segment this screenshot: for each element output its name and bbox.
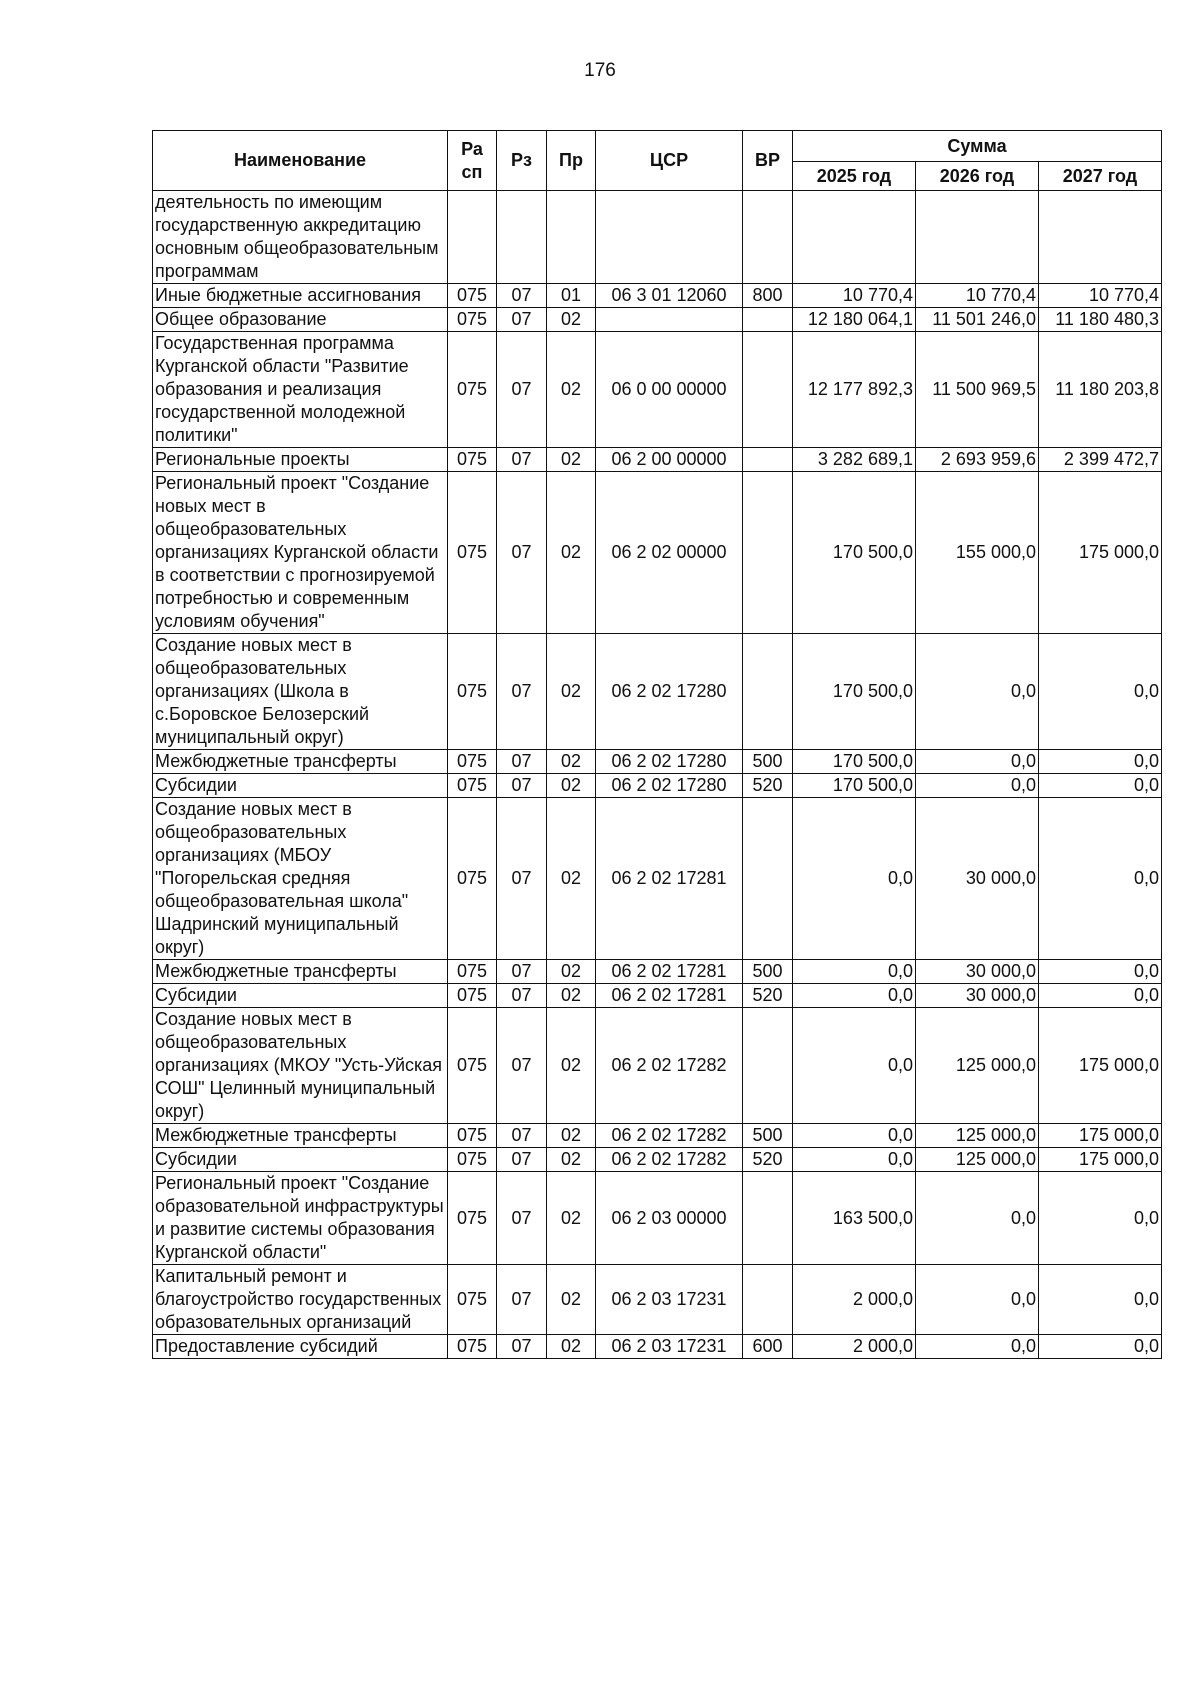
row-name: Региональные проекты (153, 448, 448, 472)
row-sum-2025: 0,0 (793, 798, 916, 960)
row-rz: 07 (497, 1335, 547, 1359)
row-rz (497, 191, 547, 284)
row-name: Субсидии (153, 774, 448, 798)
row-sum-2025: 10 770,4 (793, 284, 916, 308)
row-rz: 07 (497, 308, 547, 332)
table-row (153, 1265, 1162, 1335)
row-sum-2027: 0,0 (1039, 1335, 1162, 1359)
row-name: Субсидии (153, 984, 448, 1008)
row-sum-2027: 0,0 (1039, 634, 1162, 750)
row-pr: 02 (547, 1265, 596, 1335)
row-sum-2025: 2 000,0 (793, 1265, 916, 1335)
row-sum-2026: 0,0 (916, 1265, 1039, 1335)
row-pr: 02 (547, 634, 596, 750)
row-csr: 06 3 01 12060 (596, 284, 743, 308)
row-sum-2026: 0,0 (916, 774, 1039, 798)
header-summa: Сумма (793, 131, 1162, 162)
table-row (153, 798, 1162, 960)
row-rasp: 075 (448, 472, 497, 634)
row-rasp: 075 (448, 1335, 497, 1359)
row-vr (743, 1265, 793, 1335)
row-name: Региональный проект "Создание образовательной инфраструктуры и развитие системы образования Курганской области" (153, 1172, 448, 1265)
row-rasp: 075 (448, 798, 497, 960)
row-rz: 07 (497, 774, 547, 798)
row-sum-2026: 0,0 (916, 634, 1039, 750)
row-vr: 600 (743, 1335, 793, 1359)
row-sum-2025: 0,0 (793, 984, 916, 1008)
row-sum-2025: 0,0 (793, 1008, 916, 1124)
row-sum-2026: 30 000,0 (916, 984, 1039, 1008)
table-row (153, 1124, 1162, 1148)
row-rz: 07 (497, 798, 547, 960)
row-sum-2026: 30 000,0 (916, 960, 1039, 984)
row-vr (743, 308, 793, 332)
row-name: деятельность по имеющим государственную аккредитацию основным общеобразовательным программам (153, 191, 448, 284)
table-row (153, 1008, 1162, 1124)
row-sum-2026: 11 501 246,0 (916, 308, 1039, 332)
row-name: Государственная программа Курганской области "Развитие образования и реализация государственной молодежной политики" (153, 332, 448, 448)
row-vr: 520 (743, 984, 793, 1008)
row-vr (743, 1172, 793, 1265)
row-pr: 02 (547, 1335, 596, 1359)
table-row (153, 191, 1162, 284)
row-sum-2026: 30 000,0 (916, 798, 1039, 960)
row-vr: 500 (743, 1124, 793, 1148)
table-row (153, 960, 1162, 984)
row-rasp: 075 (448, 750, 497, 774)
row-csr: 06 0 00 00000 (596, 332, 743, 448)
row-rz: 07 (497, 1172, 547, 1265)
row-sum-2025: 0,0 (793, 960, 916, 984)
header-rasp-line1: Ра (461, 138, 483, 159)
row-sum-2027: 11 180 480,3 (1039, 308, 1162, 332)
row-vr: 500 (743, 750, 793, 774)
row-rz: 07 (497, 634, 547, 750)
table-body (153, 191, 1162, 1359)
row-csr: 06 2 00 00000 (596, 448, 743, 472)
table-row (153, 1148, 1162, 1172)
row-sum-2027: 0,0 (1039, 798, 1162, 960)
table-row (153, 332, 1162, 448)
row-sum-2026: 0,0 (916, 750, 1039, 774)
row-vr (743, 332, 793, 448)
row-rz: 07 (497, 1265, 547, 1335)
row-rz: 07 (497, 984, 547, 1008)
row-sum-2026: 10 770,4 (916, 284, 1039, 308)
header-vr: ВР (743, 131, 793, 191)
row-csr: 06 2 02 17282 (596, 1148, 743, 1172)
row-name: Межбюджетные трансферты (153, 750, 448, 774)
header-rasp-line2: сп (461, 161, 483, 182)
row-sum-2027: 2 399 472,7 (1039, 448, 1162, 472)
row-pr: 02 (547, 472, 596, 634)
row-name: Межбюджетные трансферты (153, 960, 448, 984)
row-name: Иные бюджетные ассигнования (153, 284, 448, 308)
row-sum-2027: 175 000,0 (1039, 472, 1162, 634)
row-name: Создание новых мест в общеобразовательных организациях (МКОУ "Усть-Уйская СОШ" Целинный муниципальный округ) (153, 1008, 448, 1124)
row-rasp: 075 (448, 308, 497, 332)
table-row (153, 750, 1162, 774)
row-sum-2025: 163 500,0 (793, 1172, 916, 1265)
row-rasp: 075 (448, 774, 497, 798)
row-pr (547, 191, 596, 284)
row-vr (743, 472, 793, 634)
row-csr: 06 2 03 00000 (596, 1172, 743, 1265)
row-rasp: 075 (448, 984, 497, 1008)
row-sum-2027: 0,0 (1039, 750, 1162, 774)
row-pr: 02 (547, 798, 596, 960)
row-sum-2025 (793, 191, 916, 284)
row-rasp: 075 (448, 448, 497, 472)
row-name: Капитальный ремонт и благоустройство государственных образовательных организаций (153, 1265, 448, 1335)
row-csr: 06 2 03 17231 (596, 1265, 743, 1335)
row-rasp: 075 (448, 284, 497, 308)
row-vr: 520 (743, 774, 793, 798)
row-sum-2025: 0,0 (793, 1148, 916, 1172)
row-sum-2027 (1039, 191, 1162, 284)
header-csr: ЦСР (596, 131, 743, 191)
row-csr: 06 2 02 17282 (596, 1124, 743, 1148)
table-header (153, 131, 1162, 191)
row-vr: 800 (743, 284, 793, 308)
row-vr: 500 (743, 960, 793, 984)
header-pr: Пр (547, 131, 596, 191)
header-rasp (448, 131, 497, 191)
header-2025: 2025 год (793, 162, 916, 191)
row-sum-2025: 170 500,0 (793, 634, 916, 750)
row-csr: 06 2 02 17282 (596, 1008, 743, 1124)
table-row (153, 308, 1162, 332)
row-sum-2026: 11 500 969,5 (916, 332, 1039, 448)
row-sum-2025: 170 500,0 (793, 774, 916, 798)
row-csr: 06 2 02 17281 (596, 960, 743, 984)
row-sum-2027: 0,0 (1039, 1265, 1162, 1335)
row-name: Межбюджетные трансферты (153, 1124, 448, 1148)
row-name: Общее образование (153, 308, 448, 332)
table-row (153, 1335, 1162, 1359)
row-vr (743, 798, 793, 960)
header-2027: 2027 год (1039, 162, 1162, 191)
row-sum-2026: 125 000,0 (916, 1124, 1039, 1148)
row-pr: 02 (547, 1148, 596, 1172)
row-sum-2025: 12 180 064,1 (793, 308, 916, 332)
row-sum-2027: 0,0 (1039, 774, 1162, 798)
row-name: Создание новых мест в общеобразовательных организациях (МБОУ "Погорельская средняя общеобразовательная школа" Шадринский муниципальный округ) (153, 798, 448, 960)
row-pr: 01 (547, 284, 596, 308)
row-sum-2026: 0,0 (916, 1172, 1039, 1265)
row-pr: 02 (547, 984, 596, 1008)
header-2026: 2026 год (916, 162, 1039, 191)
row-rasp: 075 (448, 1008, 497, 1124)
row-rasp: 075 (448, 1124, 497, 1148)
table-row (153, 472, 1162, 634)
row-sum-2025: 12 177 892,3 (793, 332, 916, 448)
row-pr: 02 (547, 1172, 596, 1265)
row-sum-2025: 170 500,0 (793, 472, 916, 634)
table-row (153, 984, 1162, 1008)
header-name: Наименование (153, 131, 448, 191)
row-rz: 07 (497, 284, 547, 308)
row-name: Создание новых мест в общеобразовательных организациях (Школа в с.Боровское Белозерский муниципальный округ) (153, 634, 448, 750)
row-rasp: 075 (448, 1265, 497, 1335)
row-rasp: 075 (448, 1172, 497, 1265)
row-rz: 07 (497, 472, 547, 634)
row-csr (596, 191, 743, 284)
row-csr: 06 2 02 17280 (596, 634, 743, 750)
row-sum-2025: 170 500,0 (793, 750, 916, 774)
budget-table (152, 130, 1162, 1359)
row-rz: 07 (497, 960, 547, 984)
row-rasp: 075 (448, 960, 497, 984)
row-pr: 02 (547, 1124, 596, 1148)
row-sum-2026: 0,0 (916, 1335, 1039, 1359)
row-sum-2026: 125 000,0 (916, 1008, 1039, 1124)
row-rz: 07 (497, 1148, 547, 1172)
row-pr: 02 (547, 774, 596, 798)
row-rasp: 075 (448, 634, 497, 750)
row-sum-2027: 175 000,0 (1039, 1124, 1162, 1148)
row-sum-2025: 2 000,0 (793, 1335, 916, 1359)
row-name: Предоставление субсидий (153, 1335, 448, 1359)
row-sum-2027: 0,0 (1039, 1172, 1162, 1265)
table-row (153, 774, 1162, 798)
row-csr (596, 308, 743, 332)
table-row (153, 284, 1162, 308)
row-sum-2027: 10 770,4 (1039, 284, 1162, 308)
table-row (153, 634, 1162, 750)
row-rasp: 075 (448, 332, 497, 448)
row-pr: 02 (547, 308, 596, 332)
row-vr (743, 191, 793, 284)
row-csr: 06 2 02 17280 (596, 774, 743, 798)
row-sum-2027: 175 000,0 (1039, 1008, 1162, 1124)
row-sum-2026: 155 000,0 (916, 472, 1039, 634)
row-vr (743, 634, 793, 750)
row-sum-2027: 0,0 (1039, 960, 1162, 984)
row-pr: 02 (547, 332, 596, 448)
row-pr: 02 (547, 1008, 596, 1124)
row-rz: 07 (497, 1008, 547, 1124)
row-csr: 06 2 02 17281 (596, 798, 743, 960)
row-vr: 520 (743, 1148, 793, 1172)
row-sum-2026 (916, 191, 1039, 284)
row-vr (743, 1008, 793, 1124)
table-row (153, 1172, 1162, 1265)
row-csr: 06 2 03 17231 (596, 1335, 743, 1359)
row-pr: 02 (547, 750, 596, 774)
page-number: 176 (584, 60, 616, 81)
row-rz: 07 (497, 750, 547, 774)
row-pr: 02 (547, 960, 596, 984)
row-pr: 02 (547, 448, 596, 472)
row-sum-2025: 0,0 (793, 1124, 916, 1148)
row-rz: 07 (497, 448, 547, 472)
row-sum-2025: 3 282 689,1 (793, 448, 916, 472)
row-sum-2027: 0,0 (1039, 984, 1162, 1008)
row-csr: 06 2 02 00000 (596, 472, 743, 634)
row-rz: 07 (497, 1124, 547, 1148)
row-name: Региональный проект "Создание новых мест в общеобразовательных организациях Курганской области в соответствии с прогнозируемой потребностью и современным условиям обучения" (153, 472, 448, 634)
row-rasp: 075 (448, 1148, 497, 1172)
row-name: Субсидии (153, 1148, 448, 1172)
row-vr (743, 448, 793, 472)
row-rasp (448, 191, 497, 284)
row-sum-2026: 125 000,0 (916, 1148, 1039, 1172)
header-rz: Рз (497, 131, 547, 191)
table-row (153, 448, 1162, 472)
row-sum-2027: 11 180 203,8 (1039, 332, 1162, 448)
row-sum-2026: 2 693 959,6 (916, 448, 1039, 472)
row-csr: 06 2 02 17280 (596, 750, 743, 774)
row-csr: 06 2 02 17281 (596, 984, 743, 1008)
row-rz: 07 (497, 332, 547, 448)
row-sum-2027: 175 000,0 (1039, 1148, 1162, 1172)
